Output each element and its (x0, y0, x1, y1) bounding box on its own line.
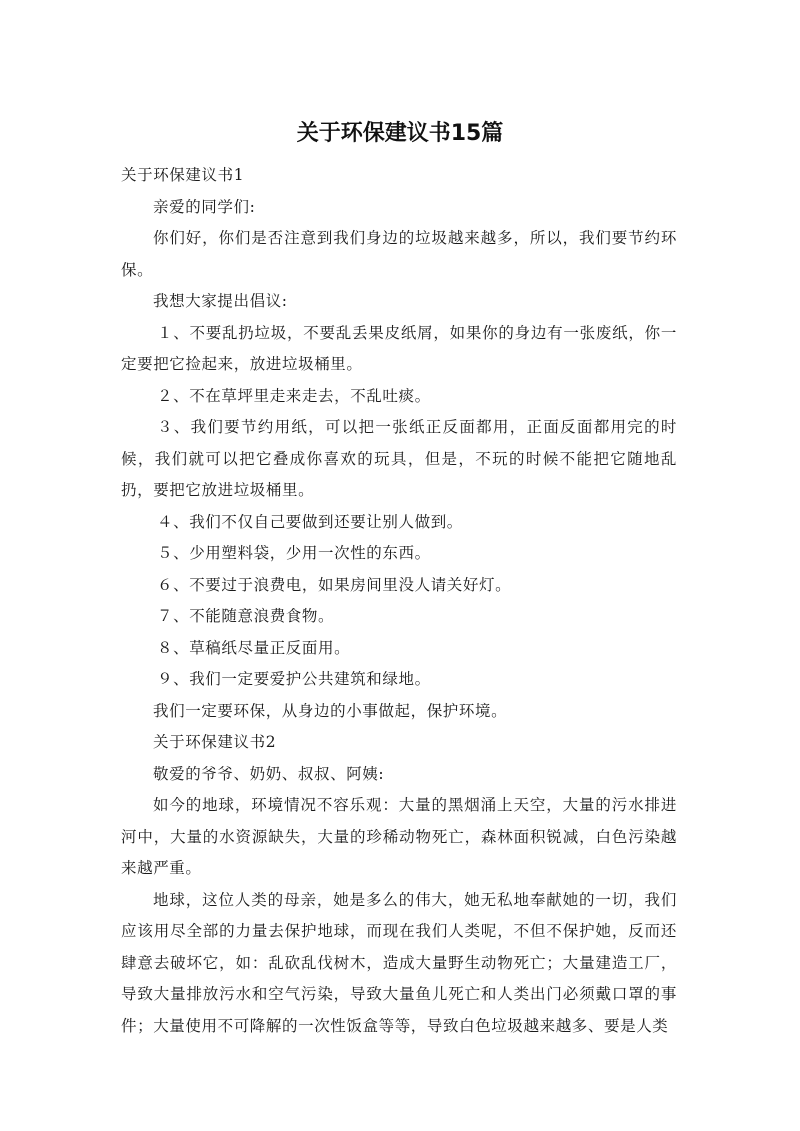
paragraph: 我们一定要环保，从身边的小事做起，保护环境。 (153, 701, 508, 720)
section-heading: 关于环保建议书1 (121, 166, 245, 184)
document-body (121, 160, 677, 1042)
paragraph: 敬爱的爷爷、奶奶、叔叔、阿姨: (153, 764, 385, 783)
paragraph: ２、不在草坪里走来走去，不乱吐痰。 (157, 386, 431, 405)
paragraph: ５、少用塑料袋，少用一次性的东西。 (157, 544, 431, 562)
paragraph: 你们好，你们是否注意到我们身边的垃圾越来越多，所以，我们要节约环保。 (121, 229, 677, 279)
paragraph: 地球，这位人类的母亲，她是多么的伟大，她无私地奉献她的一切，我们应该用尽全部的力量去保护地球，而现在我们人类呢，不但不保护她，反而还肆意去破坏它，如：乱砍乱伐树木，造成大量野生动物死亡；大量建造工厂，导致大量排放污水和空气污染，导致大量鱼儿死亡和人类出门必须戴口罩的事件；大量使用不可降解的一次性饭盒等等，导致白色垃圾越来越多、要是人类 (121, 890, 677, 1035)
paragraph: 亲爱的同学们: (153, 197, 256, 216)
paragraph: １、不要乱扔垃圾，不要乱丢果皮纸屑，如果你的身边有一张废纸，你一定要把它捡起来，放进垃圾桶里。 (121, 323, 677, 373)
paragraph: ８、草稿纸尽量正反面用。 (157, 638, 351, 657)
paragraph: 我想大家提出倡议: (153, 292, 288, 310)
paragraph: ３、我们要节约用纸，可以把一张纸正反面都用，正面反面都用完的时候，我们就可以把它叠成你喜欢的玩具，但是，不玩的时候不能把它随地乱扔，要把它放进垃圾桶里。 (121, 418, 677, 499)
paragraph: ４、我们不仅自己要做到还要让别人做到。 (157, 512, 463, 531)
paragraph: ６、不要过于浪费电，如果房间里没人请关好灯。 (157, 575, 512, 594)
document-title: 关于环保建议书15篇 (296, 121, 504, 146)
paragraph: ９、我们一定要爱护公共建筑和绿地。 (157, 670, 431, 688)
paragraph: 如今的地球，环境情况不容乐观：大量的黑烟涌上天空，大量的污水排进河中，大量的水资源缺失，大量的珍稀动物死亡，森林面积锐减，白色污染越来越严重。 (121, 796, 677, 877)
paragraph: 关于环保建议书2 (153, 733, 277, 751)
paragraph: ７、不能随意浪费食物。 (157, 607, 335, 625)
